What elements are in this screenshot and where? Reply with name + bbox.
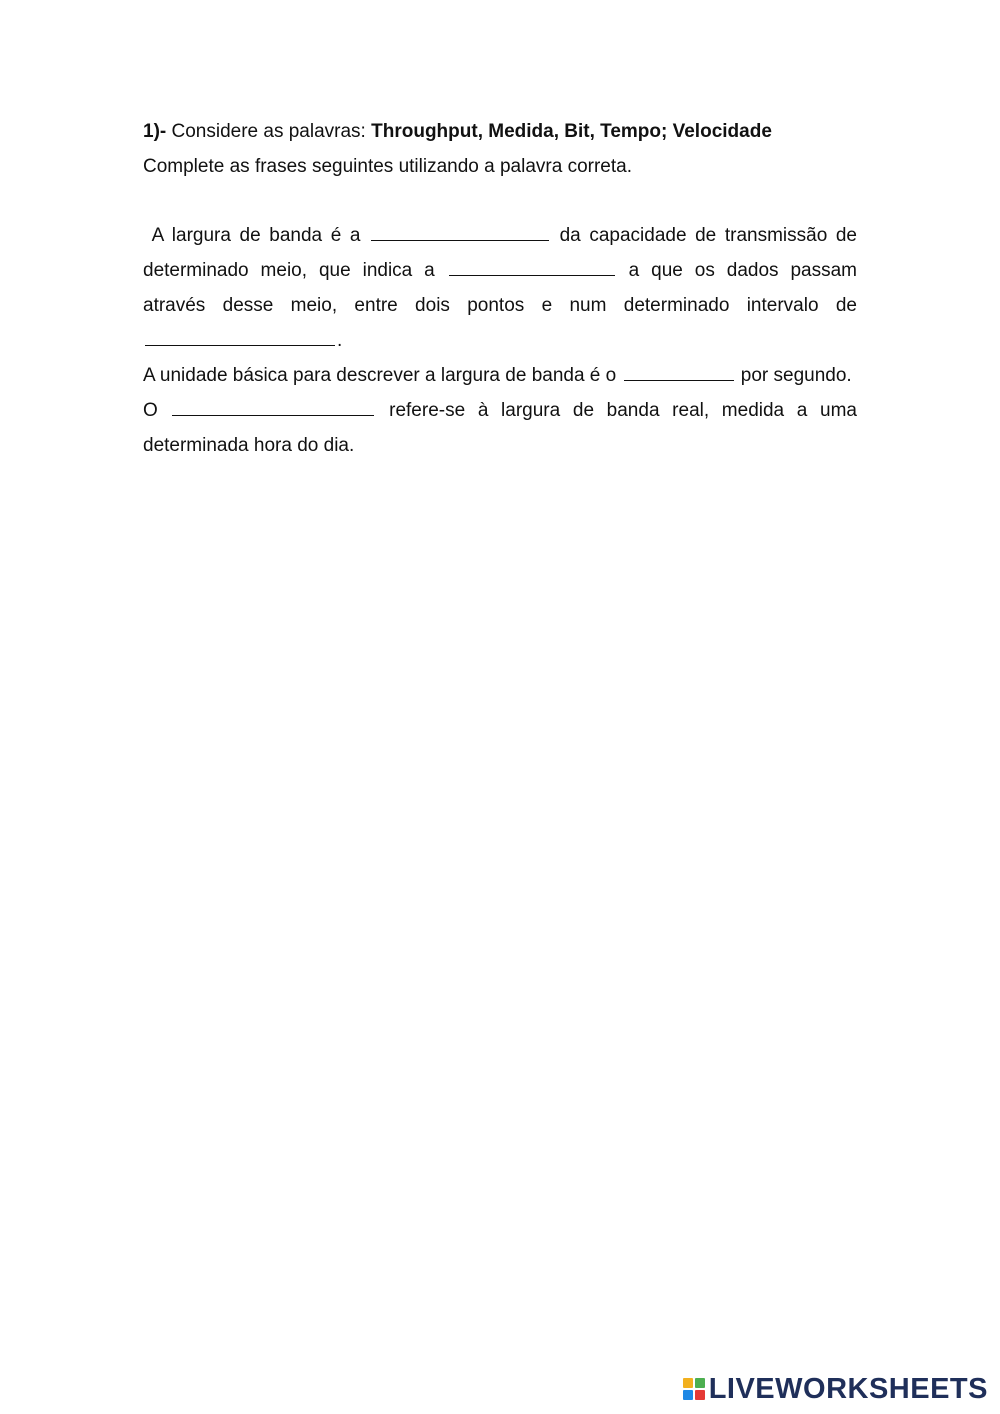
question-instruction: Complete as frases seguintes utilizando a palavra correta.: [143, 156, 632, 177]
question-header: [143, 114, 857, 149]
paragraph2-part1: A unidade básica para descrever a largura de banda é o: [143, 365, 617, 386]
paragraph1-part4: .: [337, 330, 343, 351]
blank-3[interactable]: [145, 331, 335, 346]
paragraph-throughput: [143, 393, 857, 463]
blank-1[interactable]: [371, 226, 549, 241]
blank-4[interactable]: [624, 366, 734, 381]
liveworksheets-mark-icon: [683, 1378, 705, 1400]
paragraph1-part3: a que os dados passam através desse meio, entre dois pontos e num determinado intervalo de: [143, 260, 858, 316]
paragraph2-part2: por segundo.: [740, 365, 852, 386]
paragraph-bandwidth: [143, 218, 857, 358]
blank-2[interactable]: [449, 261, 615, 276]
word-bank: Throughput, Medida, Bit, Tempo; Velocidade: [371, 121, 772, 142]
paragraph3-part1: O: [143, 400, 158, 421]
blank-5[interactable]: [172, 401, 374, 416]
question-intro: Considere as palavras:: [171, 121, 366, 142]
question-number: 1)-: [143, 121, 167, 142]
worksheet-content: [143, 114, 857, 463]
paragraph3-part2: refere-se à largura de banda real, medida a uma determinada hora do dia.: [143, 400, 857, 456]
paragraph1-part2: da capacidade de transmissão de determinado meio, que indica a: [143, 225, 857, 281]
paragraph-unit: [143, 358, 857, 393]
logo-text: LIVEWORKSHEETS: [708, 1372, 988, 1405]
paragraph1-part1: A largura de banda é a: [151, 225, 361, 246]
liveworksheets-logo: [683, 1372, 988, 1406]
